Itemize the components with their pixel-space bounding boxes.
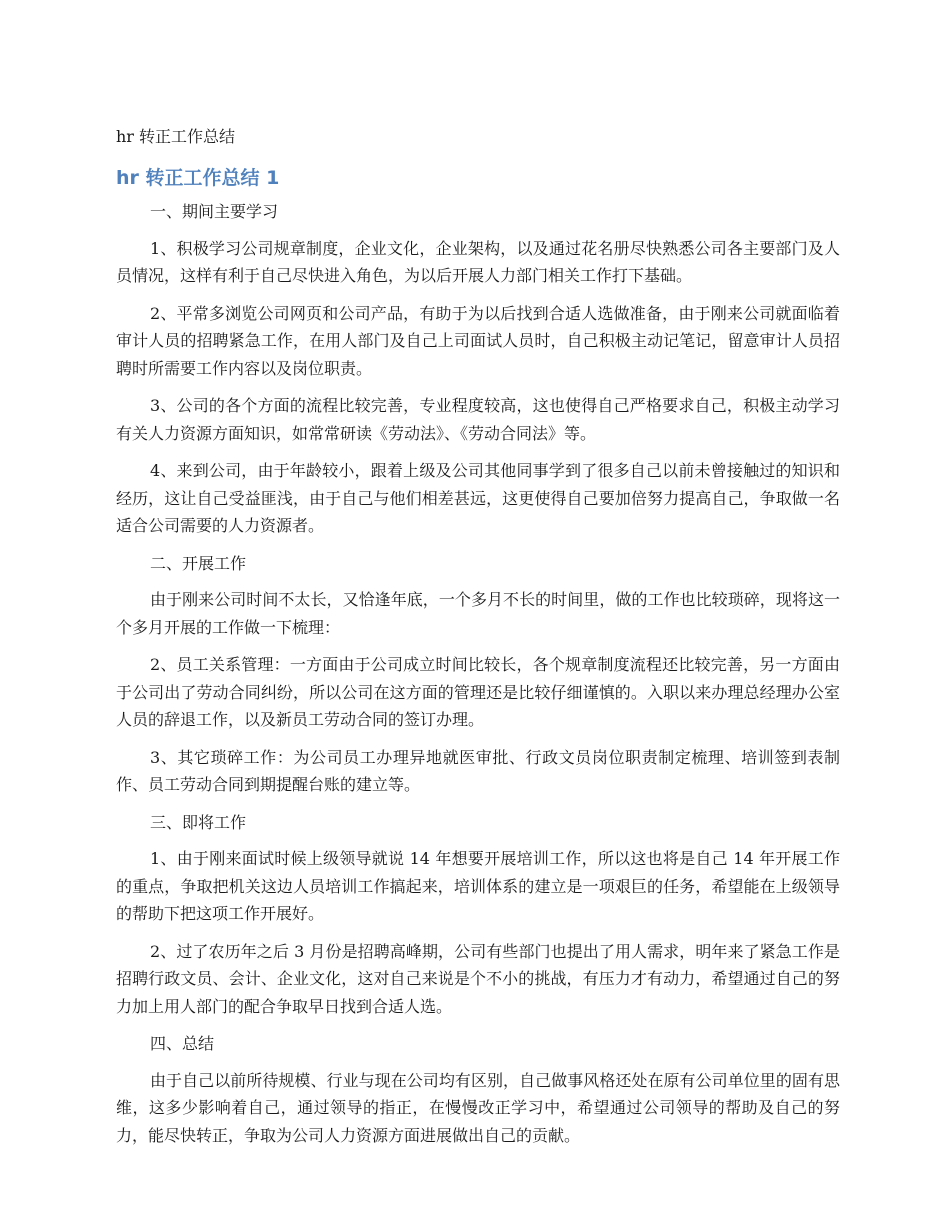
paragraph-study-2: 2、平常多浏览公司网页和公司产品，有助于为以后找到合适人选做准备，由于刚来公司就面临着审计人员的招聘紧急工作，在用人部门及自己上司面试人员时，自己积极主动记笔记，留意审计人员招聘时所需要工作内容以及岗位职责。 bbox=[116, 303, 840, 378]
paragraph-study-1: 1、积极学习公司规章制度，企业文化，企业架构，以及通过花名册尽快熟悉公司各主要部门及人员情况，这样有利于自己尽快进入角色，为以后开展人力部门相关工作打下基础。 bbox=[116, 238, 840, 285]
subheading-period-study: 一、期间主要学习 bbox=[150, 202, 279, 221]
paragraph-work-3: 3、其它琐碎工作：为公司员工办理异地就医审批、行政文员岗位职责制定梳理、培训签到表制作、员工劳动合同到期提醒台账的建立等。 bbox=[116, 747, 840, 794]
paragraph-work-intro: 由于刚来公司时间不太长，又恰逢年底，一个多月不长的时间里，做的工作也比较琐碎，现将这一个多月开展的工作做一下梳理： bbox=[116, 590, 840, 637]
paragraph-study-3: 3、公司的各个方面的流程比较完善，专业程度较高，这也使得自己严格要求自己，积极主动学习有关人力资源方面知识，如常常研读《劳动法》、《劳动合同法》等。 bbox=[116, 396, 840, 443]
subheading-summary: 四、总结 bbox=[150, 1034, 215, 1053]
paragraph-work-2: 2、员工关系管理：一方面由于公司成立时间比较长，各个规章制度流程还比较完善，另一方面由于公司出了劳动合同纠纷，所以公司在这方面的管理还是比较仔细谨慎的。入职以来办理总经理办公室人员的辞退工作，以及新员工劳动合同的签订办理。 bbox=[116, 655, 840, 729]
document-title: hr 转正工作总结 bbox=[116, 127, 236, 146]
subheading-work-done: 二、开展工作 bbox=[150, 553, 247, 573]
paragraph-summary: 由于自己以前所待规模、行业与现在公司均有区别，自己做事风格还处在原有公司单位里的固有思维，这多少影响着自己，通过领导的指正，在慢慢改正学习中，希望通过公司领导的帮助及自己的努力，能尽快转正，争取为公司人力资源方面进展做出自己的贡献。 bbox=[116, 1070, 840, 1145]
paragraph-upcoming-1: 1、由于刚来面试时候上级领导就说 14 年想要开展培训工作，所以这也将是自己 14 年开展工作的重点，争取把机关这边人员培训工作搞起来，培训体系的建立是一项艰巨的任务，希望能在上级领导的帮助下把这项工作开展好。 bbox=[116, 849, 840, 923]
section-heading: hr 转正工作总结 1 bbox=[116, 167, 280, 189]
document-body bbox=[116, 124, 840, 1159]
subheading-upcoming-work: 三、即将工作 bbox=[150, 812, 247, 832]
paragraph-upcoming-2: 2、过了农历年之后 3 月份是招聘高峰期，公司有些部门也提出了用人需求，明年来了紧急工作是招聘行政文员、会计、企业文化，这对自己来说是个不小的挑战，有压力才有动力，希望通过自己的努力加上用人部门的配合争取早日找到合适人选。 bbox=[116, 941, 840, 1016]
paragraph-study-4: 4、来到公司，由于年龄较小，跟着上级及公司其他同事学到了很多自己以前未曾接触过的知识和经历，这让自己受益匪浅，由于自己与他们相差甚远，这更使得自己要加倍努力提高自己，争取做一名适合公司需要的人力资源者。 bbox=[116, 461, 840, 535]
